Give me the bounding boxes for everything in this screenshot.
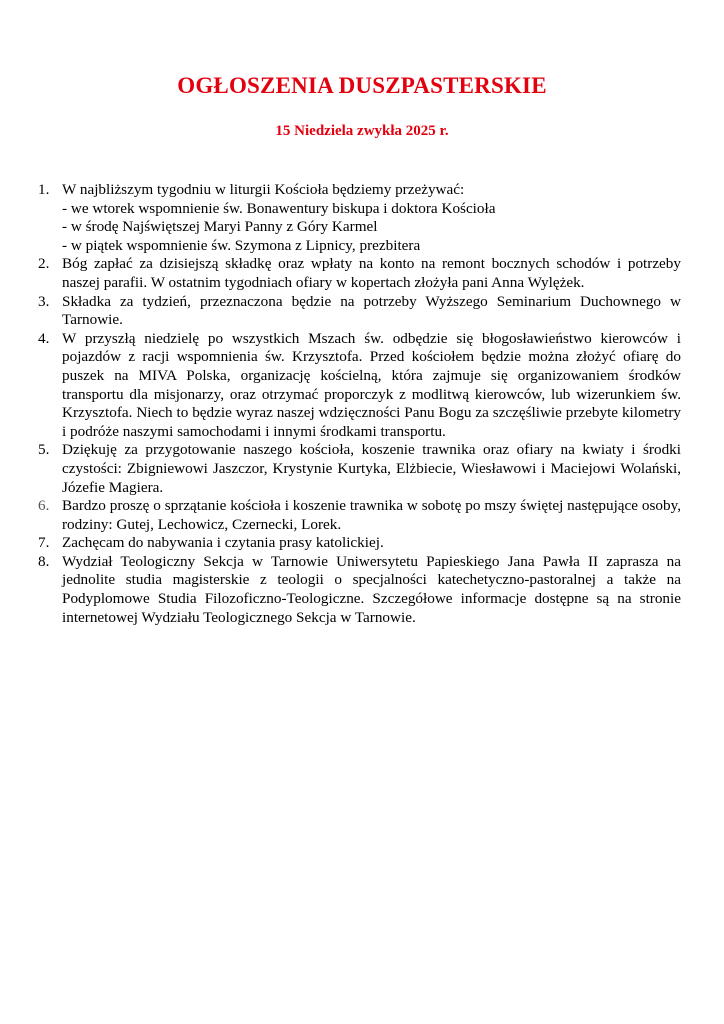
item-body <box>62 181 681 255</box>
announcement-item-3 <box>38 293 681 330</box>
sub-item: - we wtorek wspomnienie św. Bonawentury biskupa i doktora Kościoła <box>62 199 496 217</box>
item-number: 3. <box>38 292 50 310</box>
item-text: Wydział Teologiczny Sekcja w Tarnowie Uniwersytetu Papieskiego Jana Pawła II zaprasza na jednolite studia magisterskie z teologii o specjalności katechetyczno-pastoralnej a także na Podyplomowe Studia Filozoficzno-Teologiczne. Szczegółowe informacje dostępne są na stronie internetowej Wydziału Teologicznego Sekcja w Tarnowie. <box>62 552 681 626</box>
item-text: W najbliższym tygodniu w liturgii Kościoła będziemy przeżywać: <box>62 181 465 198</box>
item-text: Bardzo proszę o sprzątanie kościoła i koszenie trawnika w sobotę po mszy świętej następujące osoby, rodziny: Gutej, Lechowicz, Czernecki, Lorek. <box>62 497 681 533</box>
announcement-item-4 <box>38 330 681 442</box>
sub-item: - w środę Najświętszej Maryi Panny z Góry Karmel <box>62 218 378 236</box>
announcement-item-5 <box>38 441 681 497</box>
item-text: W przyszłą niedzielę po wszystkich Mszach św. odbędzie się błogosławieństwo kierowców i pojazdów z racji wspomnienia św. Krzysztofa. Przed kościołem będzie można złożyć ofiarę do puszek na MIVA Polska, organizację kościelną, która zajmuje się organizowaniem środków transportu dla misjonarzy, oraz otrzymać proporczyk z modlitwą kierowców, lub wizerunkiem św. Krzysztofa. Niech to będzie wyraz naszej wdzięczności Panu Bogu za szczęśliwie przebyte kilometry i podróże naszymi samochodami i innymi środkami transportu. <box>62 329 681 440</box>
item-text: Składka za tydzień, przeznaczona będzie na potrzeby Wyższego Seminarium Duchownego w Tarnowie. <box>62 292 681 329</box>
announcement-item-6 <box>38 497 681 534</box>
item-number: 6. <box>38 497 50 515</box>
announcement-item-7 <box>38 534 681 553</box>
page-title: OGŁOSZENIA DUSZPASTERSKIE <box>177 73 547 98</box>
item-number: 5. <box>38 441 50 459</box>
item-text: Bóg zapłać za dzisiejszą składkę oraz wpłaty na konto na remont bocznych schodów i potrzeby naszej parafii. W ostatnim tygodniach ofiary w kopertach złożyła pani Anna Wylężek. <box>62 255 681 291</box>
item-text: Zachęcam do nabywania i czytania prasy katolickiej. <box>62 534 384 552</box>
sub-item: - w piątek wspomnienie św. Szymona z Lipnicy, prezbitera <box>62 236 421 254</box>
page-subtitle: 15 Niedziela zwykła 2025 r. <box>275 123 449 139</box>
item-number: 8. <box>38 552 50 570</box>
announcement-item-1 <box>38 181 681 255</box>
item-number: 1. <box>38 181 50 198</box>
item-number: 2. <box>38 255 50 273</box>
item-number: 4. <box>38 329 50 347</box>
announcement-item-8 <box>38 553 681 627</box>
announcements-list <box>38 181 681 627</box>
item-text: Dziękuję za przygotowanie naszego kościoła, koszenie trawnika oraz ofiary na kwiaty i środki czystości: Zbigniewowi Jaszczor, Krystynie Kurtyka, Elżbiecie, Wiesławowi i Maciejowi Wolański, Józefie Magiera. <box>62 441 681 496</box>
announcement-item-2 <box>38 255 681 292</box>
item-number: 7. <box>38 534 50 552</box>
